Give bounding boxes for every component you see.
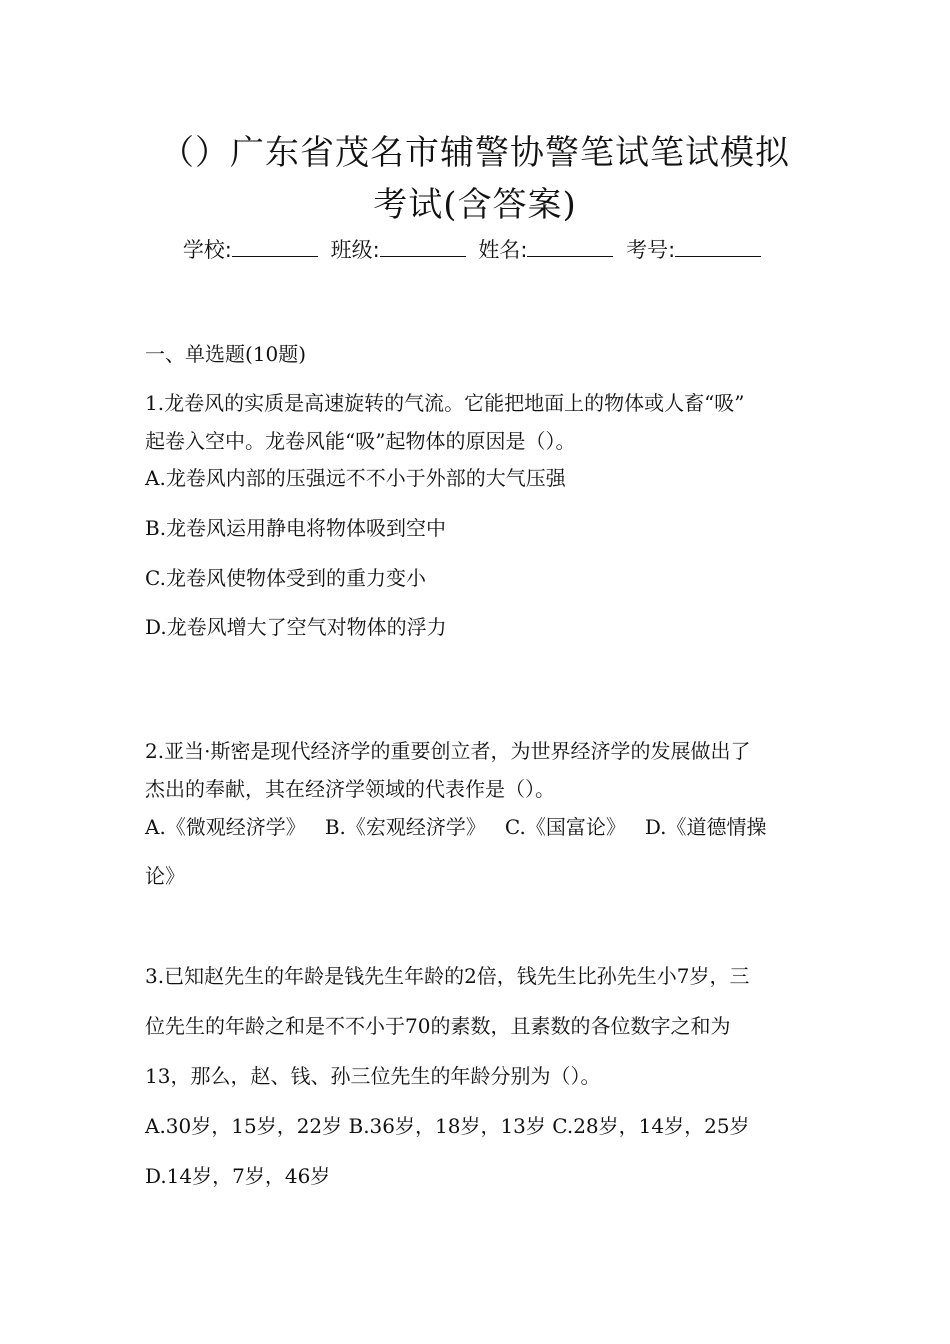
question-2-options <box>145 811 767 840</box>
question-3-line-1: 3.已知赵先生的年龄是钱先生年龄的2倍，钱先生比孙先生小7岁，三 <box>145 964 750 988</box>
option-letter: A. <box>145 815 166 839</box>
title-line-2: 考试(含答案) <box>373 185 577 225</box>
question-1-line-1: 1.龙卷风的实质是高速旋转的气流。它能把地面上的物体或人畜“吸” <box>145 391 745 415</box>
title-line-1: （）广东省茂名市辅警协警笔试笔试模拟 <box>160 133 790 173</box>
question-3-line-2: 位先生的年龄之和是不不小于70的素数，且素数的各位数字之和为 <box>145 1014 731 1038</box>
option-letter: B. <box>324 815 346 839</box>
question-2-option-d <box>645 817 767 839</box>
question-1-option-b <box>145 512 446 541</box>
class-label: 班级: <box>330 238 380 262</box>
question-3-options-line-1: A.30岁，15岁，22岁 B.36岁，18岁，13岁 C.28岁，14岁，25岁 <box>145 1114 750 1138</box>
option-letter: C. <box>145 566 166 590</box>
school-label: 学校: <box>182 238 232 262</box>
option-letter: D. <box>644 815 667 839</box>
option-letter: C. <box>504 815 526 839</box>
option-text: 《国富论》 <box>525 815 626 839</box>
option-text: 龙卷风增大了空气对物体的浮力 <box>166 615 447 639</box>
question-1-option-c <box>145 562 426 591</box>
question-1-option-d <box>145 611 447 640</box>
option-letter: B. <box>145 516 167 540</box>
option-text: 龙卷风内部的压强远不不小于外部的大气压强 <box>165 466 566 490</box>
question-1-option-a <box>145 462 566 491</box>
question-3-options-line-2: D.14岁，7岁，46岁 <box>145 1164 331 1188</box>
question-1-line-2: 起卷入空中。龙卷风能“吸”起物体的原因是（）。 <box>145 429 576 453</box>
option-letter: D. <box>145 615 167 639</box>
section-heading: 一、单选题(10题) <box>145 342 307 366</box>
question-2-option-b <box>325 817 486 839</box>
question-2-option-c <box>505 817 626 839</box>
option-text: 龙卷风使物体受到的重力变小 <box>165 566 426 590</box>
student-info-row <box>0 234 950 264</box>
question-2-option-a <box>145 817 306 839</box>
option-text: 《宏观经济学》 <box>345 815 486 839</box>
option-text: 《微观经济学》 <box>165 815 306 839</box>
name-label: 姓名: <box>478 238 528 262</box>
option-text: 《道德情操 <box>666 815 767 839</box>
question-2-line-2: 杰出的奉献，其在经济学领域的代表作是（）。 <box>145 777 555 801</box>
question-2-option-d-wrap: 论》 <box>145 864 185 888</box>
class-blank <box>380 236 466 257</box>
name-blank <box>527 236 613 257</box>
option-letter: A. <box>145 466 166 490</box>
question-3-line-3: 13，那么，赵、钱、孙三位先生的年龄分别为（）。 <box>145 1064 601 1088</box>
number-blank <box>675 236 761 257</box>
school-blank <box>232 236 318 257</box>
number-label: 考号: <box>626 238 676 262</box>
question-2-line-1: 2.亚当·斯密是现代经济学的重要创立者，为世界经济学的发展做出了 <box>145 739 751 763</box>
option-text: 龙卷风运用静电将物体吸到空中 <box>166 516 447 540</box>
